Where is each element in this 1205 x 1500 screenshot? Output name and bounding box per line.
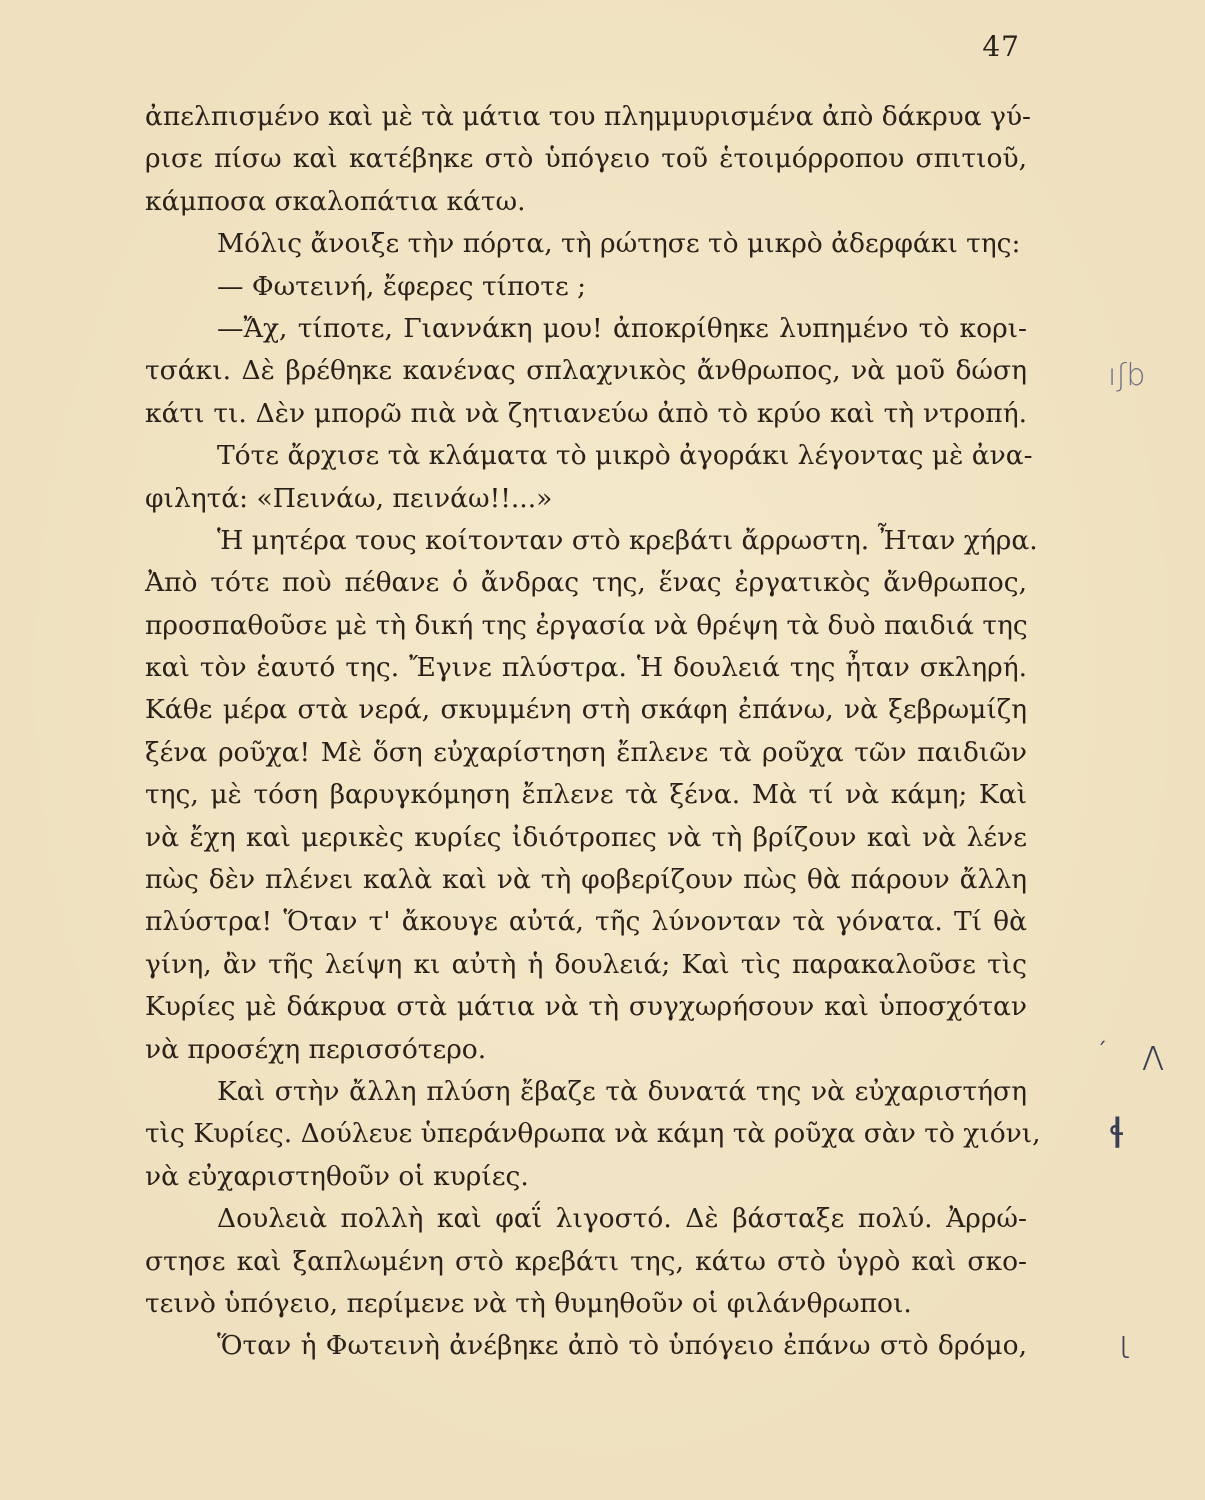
text-line: — Φωτεινή, ἔφερες τίποτε ; — [217, 270, 587, 302]
text-line: καὶ τὸν ἑαυτό της. Ἔγινε πλύστρα. Ἡ δουλειά της ἦταν σκληρή. — [145, 652, 1027, 684]
text-line: πὼς δὲν πλένει καλὰ καὶ νὰ τὴ φοβερίζουν πὼς θὰ πάρουν ἄλλη — [145, 864, 1027, 896]
text-line: νὰ ἔχη καὶ μερικὲς κυρίες ἰδιότροπες νὰ τὴ βρίζουν καὶ νὰ λένε — [145, 821, 1027, 853]
text-line: Κάθε μέρα στὰ νερά, σκυμμένη στὴ σκάφη ἐπάνω, νὰ ξεβρωμίζη — [145, 694, 1027, 726]
handwritten-margin-mark: ɬ — [1110, 1108, 1124, 1159]
page-number: 47 — [982, 30, 1020, 63]
text-line: ρισε πίσω καὶ κατέβηκε στὸ ὑπόγειο τοῦ ἑτοιμόρροπου σπιτιοῦ, — [145, 143, 1027, 175]
text-line: Κυρίες μὲ δάκρυα στὰ μάτια νὰ τὴ συγχωρήσουν καὶ ὑποσχόταν — [145, 991, 1027, 1023]
text-line: —Ἄχ, τίποτε, Γιαννάκη μου! ἀποκρίθηκε λυπημένο τὸ κορι- — [217, 312, 1027, 344]
body-text — [145, 96, 1041, 1368]
text-line: Καὶ στὴν ἄλλη πλύση ἔβαζε τὰ δυνατά της νὰ εὐχαριστήση — [217, 1075, 1027, 1107]
handwritten-margin-mark: ɩ — [1118, 1322, 1134, 1368]
text-line: τσάκι. Δὲ βρέθηκε κανένας σπλαχνικὸς ἄνθρωπος, νὰ μοῦ δώση — [145, 355, 1027, 387]
text-line: νὰ εὐχαριστηθοῦν οἱ κυρίες. — [145, 1160, 529, 1192]
text-line: Δουλειὰ πολλὴ καὶ φαΐ λιγοστό. Δὲ βάσταξε πολύ. Ἀρρώ- — [217, 1203, 1027, 1235]
handwritten-margin-mark: ʌ — [1140, 1030, 1167, 1081]
text-line: κάτι τι. Δὲν μπορῶ πιὰ νὰ ζητιανεύω ἀπὸ τὸ κρύο καὶ τὴ ντροπή. — [145, 397, 1027, 429]
text-line: φιλητά: «Πεινάω, πεινάω!!...» — [145, 482, 553, 514]
text-line: νὰ προσέχη περισσότερο. — [145, 1033, 487, 1065]
text-line: πλύστρα! Ὅταν τ' ἄκουγε αὐτά, τῆς λύνονταν τὰ γόνατα. Τί θὰ — [145, 906, 1027, 938]
text-line: τεινὸ ὑπόγειο, περίμενε νὰ τὴ θυμηθοῦν οἱ φιλάνθρωποι. — [145, 1287, 912, 1319]
text-line: προσπαθοῦσε μὲ τὴ δική της ἐργασία νὰ θρέψη τὰ δυὸ παιδιά της — [145, 609, 1028, 641]
text-line: ἀπελπισμένο καὶ μὲ τὰ μάτια του πλημμυρισμένα ἀπὸ δάκρυα γύ- — [145, 101, 1032, 132]
text-line: Μόλις ἄνοιξε τὴν πόρτα, τὴ ρώτησε τὸ μικρὸ ἀδερφάκι της: — [217, 228, 1021, 260]
text-line: ξένα ροῦχα! Μὲ ὅση εὐχαρίστηση ἔπλενε τὰ ροῦχα τῶν παιδιῶν — [145, 736, 1027, 768]
text-line: Ἀπὸ τότε ποὺ πέθανε ὁ ἄνδρας της, ἕνας ἐργατικὸς ἄνθρωπος, — [145, 567, 1027, 599]
text-line: Ὅταν ἡ Φωτεινὴ ἀνέβηκε ἀπὸ τὸ ὑπόγειο ἐπάνω στὸ δρόμο, — [217, 1330, 1027, 1362]
text-line: της, μὲ τόση βαρυγκόμηση ἔπλενε τὰ ξένα. Μὰ τί νὰ κάμη; Καὶ — [145, 779, 1027, 811]
text-line: Τότε ἄρχισε τὰ κλάματα τὸ μικρὸ ἀγοράκι λέγοντας μὲ ἀνα- — [217, 440, 1033, 472]
text-line: στησε καὶ ξαπλωμένη στὸ κρεβάτι της, κάτω στὸ ὑγρὸ καὶ σκο- — [145, 1245, 1027, 1277]
handwritten-margin-mark: ıʃb — [1108, 358, 1146, 393]
text-line: τὶς Κυρίες. Δούλευε ὑπεράνθρωπα νὰ κάμη τὰ ροῦχα σὰν τὸ χιόνι, — [145, 1118, 1041, 1150]
text-line: κάμποσα σκαλοπάτια κάτω. — [145, 185, 526, 217]
text-line: Ἡ μητέρα τους κοίτονταν στὸ κρεβάτι ἄρρωστη. Ἦταν χήρα. — [217, 524, 1038, 556]
text-line: γίνη, ἂν τῆς λείψη κι αὐτὴ ἡ δουλειά; Καὶ τὶς παρακαλοῦσε τὶς — [145, 948, 1027, 980]
handwritten-margin-mark: ˊ — [1096, 1040, 1107, 1065]
